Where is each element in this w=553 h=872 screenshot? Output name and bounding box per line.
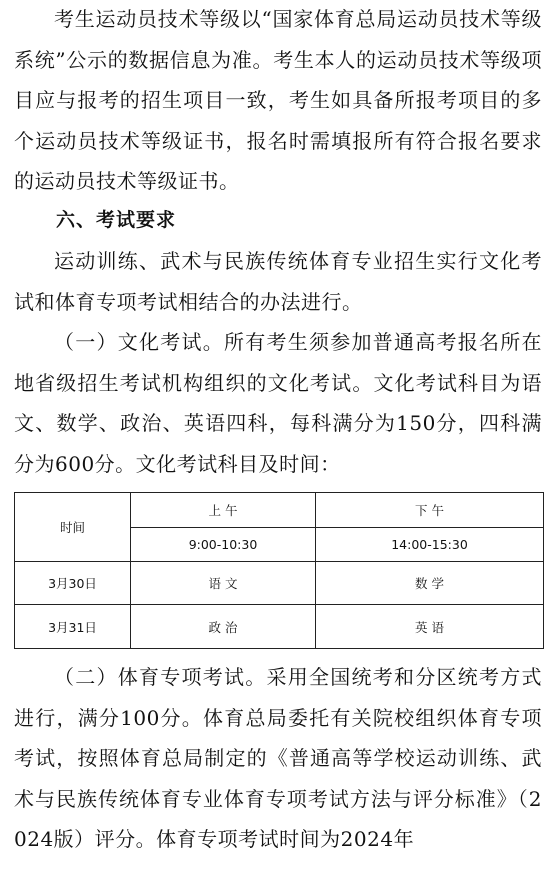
table-row-morning-subject: 语 文 xyxy=(131,562,316,605)
paragraph-exam-method: 运动训练、武术与民族传统体育专业招生实行文化考试和体育专项考试相结合的办法进行。 xyxy=(14,249,542,314)
table-row-afternoon-subject: 英 语 xyxy=(316,605,544,649)
section-heading-exam-requirements: 六、考试要求 xyxy=(56,209,177,231)
table-row xyxy=(15,605,544,649)
exam-schedule-table xyxy=(14,492,544,649)
table-row-date: 3月31日 xyxy=(15,605,131,649)
table-header-time: 时间 xyxy=(15,493,131,562)
table-row-morning-subject: 政 治 xyxy=(131,605,316,649)
paragraph-athlete-level: 考生运动员技术等级以“国家体育总局运动员技术等级系统”公示的数据信息为准。考生本人的运动员技术等级项目应与报考的招生项目一致，考生如具备所报考项目的多个运动员技术等级证书，报名时需填报所有符合报名要求的运动员技术等级证书。 xyxy=(14,7,542,193)
table-header-morning: 上 午 xyxy=(131,493,316,528)
table-header-afternoon: 下 午 xyxy=(316,493,544,528)
paragraph-cultural-exam: （一）文化考试。所有考生须参加普通高考报名所在地省级招生考试机构组织的文化考试。文化考试科目为语文、数学、政治、英语四科，每科满分为150分，四科满分为600分。文化考试科目及时间： xyxy=(14,330,542,476)
paragraph-sports-exam: （二）体育专项考试。采用全国统考和分区统考方式进行，满分100分。体育总局委托有关院校组织体育专项考试，按照体育总局制定的《普通高等学校运动训练、武术与民族传统体育专业体育专项考试方法与评分标准》（2024版）评分。体育专项考试时间为2024年 xyxy=(14,665,542,851)
table-row-date: 3月30日 xyxy=(15,562,131,605)
table-afternoon-time: 14:00-15:30 xyxy=(316,528,544,562)
table-row-afternoon-subject: 数 学 xyxy=(316,562,544,605)
table-morning-time: 9:00-10:30 xyxy=(131,528,316,562)
table-row xyxy=(15,562,544,605)
